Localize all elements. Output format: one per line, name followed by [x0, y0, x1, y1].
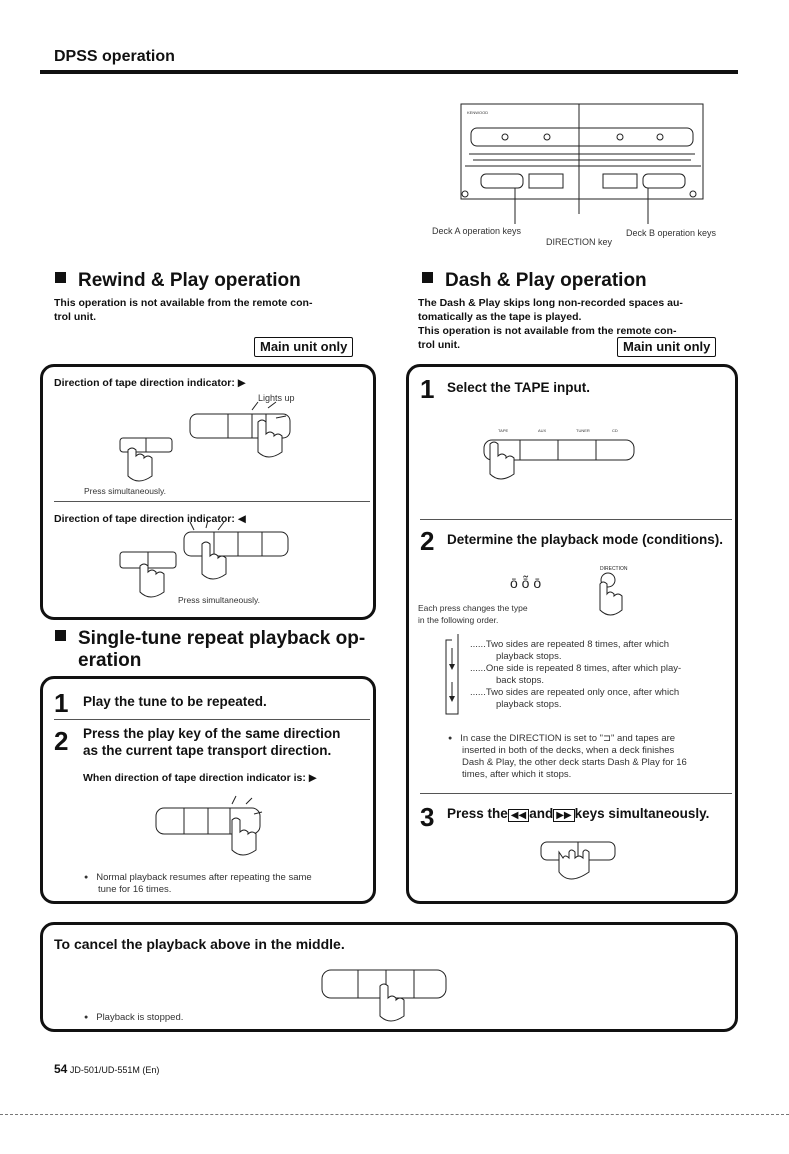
single-step2-text-2: as the current tape transport direction. — [83, 743, 332, 758]
single-bullet: ● Normal playback resumes after repeating the same tune for 16 times. — [84, 872, 312, 896]
mode-3: ......Two sides are repeated only once, after which playback stops. — [470, 687, 680, 710]
direction-key-label: DIRECTION key — [546, 237, 613, 247]
dash-step2-text: Determine the playback mode (conditions). — [447, 532, 724, 547]
dash-divider-2 — [420, 793, 732, 794]
rewind-note: This operation is not available from the remote con- trol unit. — [54, 297, 313, 323]
mode-1: ......Two sides are repeated 8 times, after which playback stops. — [470, 639, 670, 662]
input-selector-keys — [480, 426, 650, 496]
deck-diagram — [455, 104, 715, 234]
dash-note: The Dash & Play skips long non-recorded spaces au- tomatically as the tape is played. This operation is not available from the remote con- trol unit. — [418, 297, 683, 351]
cancel-title: To cancel the playback above in the middle. — [54, 936, 345, 952]
deck-a-label: Deck A operation keys — [432, 226, 522, 236]
single-when: When direction of tape direction indicator is: ▶ — [83, 772, 317, 784]
deck-b-label: Deck B operation keys — [626, 228, 717, 238]
model-number: JD-501/UD-551M (En) — [69, 1065, 160, 1075]
dash-step3-text: Press the ◀◀ and ▶▶ keys simultaneously. — [447, 806, 710, 821]
ff-key-icon: ▶▶ — [553, 809, 574, 822]
dash-divider-1 — [420, 519, 732, 520]
direction-indicators — [508, 562, 648, 622]
press-simultaneously-2: Press simultaneously. — [178, 595, 261, 605]
rewind-dir2: Direction of tape direction indicator: ◀ — [54, 513, 246, 525]
svg-text:TAPE: TAPE — [498, 428, 509, 433]
rewind-keys-1 — [100, 400, 330, 490]
dash-step1-num: 1 — [420, 374, 435, 404]
mode-list — [470, 639, 681, 711]
mode-2: ......One side is repeated 8 times, after which play- back stops. — [470, 663, 682, 686]
rewind-heading: Rewind & Play operation — [55, 270, 301, 292]
svg-text:AUX: AUX — [538, 428, 547, 433]
page-footer — [54, 1062, 159, 1076]
rewind-divider — [54, 501, 370, 502]
single-step1-text: Play the tune to be repeated. — [83, 694, 267, 709]
dash-step3-num: 3 — [420, 802, 435, 832]
dash-step2-num: 2 — [420, 526, 435, 556]
press-simultaneously-1: Press simultaneously. — [84, 486, 167, 496]
rewind-key-icon: ◀◀ — [508, 809, 529, 822]
header-rule — [40, 70, 738, 74]
single-heading-2: eration — [78, 650, 142, 671]
single-keys — [150, 800, 280, 870]
brand-logo: KENWOOD — [467, 110, 489, 115]
each-press-note: Each press changes the type in the following order. — [418, 603, 528, 625]
single-step1-num: 1 — [54, 688, 69, 718]
direction-key-text: DIRECTION — [600, 566, 628, 572]
dash-keys — [535, 838, 625, 898]
page-number: 54 — [54, 1062, 68, 1076]
page-title: DPSS operation — [54, 48, 175, 65]
bottom-scan-line — [0, 1114, 789, 1115]
lights-up-label: Lights up — [258, 393, 295, 403]
dash-heading: Dash & Play operation — [422, 270, 647, 292]
single-divider — [54, 719, 370, 720]
rewind-main-unit-badge: Main unit only — [254, 337, 353, 357]
svg-text:TUNER: TUNER — [576, 428, 590, 433]
dash-note2: ● In case the DIRECTION is set to "⊐" and tapes are inserted in both of the decks, when a deck finishes Dash & Play, the other deck starts Dash & Play for 16 times, after which it stops. — [448, 733, 687, 781]
svg-text:CD: CD — [612, 428, 618, 433]
rewind-dir1: Direction of tape direction indicator: ▶ — [54, 377, 246, 389]
dash-main-unit-badge: Main unit only — [617, 337, 716, 357]
svg-text:ō ō̃ ō: ō ō̃ ō — [510, 575, 542, 591]
single-step2-text-1: Press the play key of the same direction — [83, 726, 341, 741]
single-heading: Single-tune repeat playback op- — [55, 628, 365, 650]
cancel-bullet: ● Playback is stopped. — [84, 1012, 183, 1024]
single-step2-num: 2 — [54, 726, 69, 756]
dash-step1-text: Select the TAPE input. — [447, 380, 591, 395]
cancel-keys — [318, 966, 458, 1036]
